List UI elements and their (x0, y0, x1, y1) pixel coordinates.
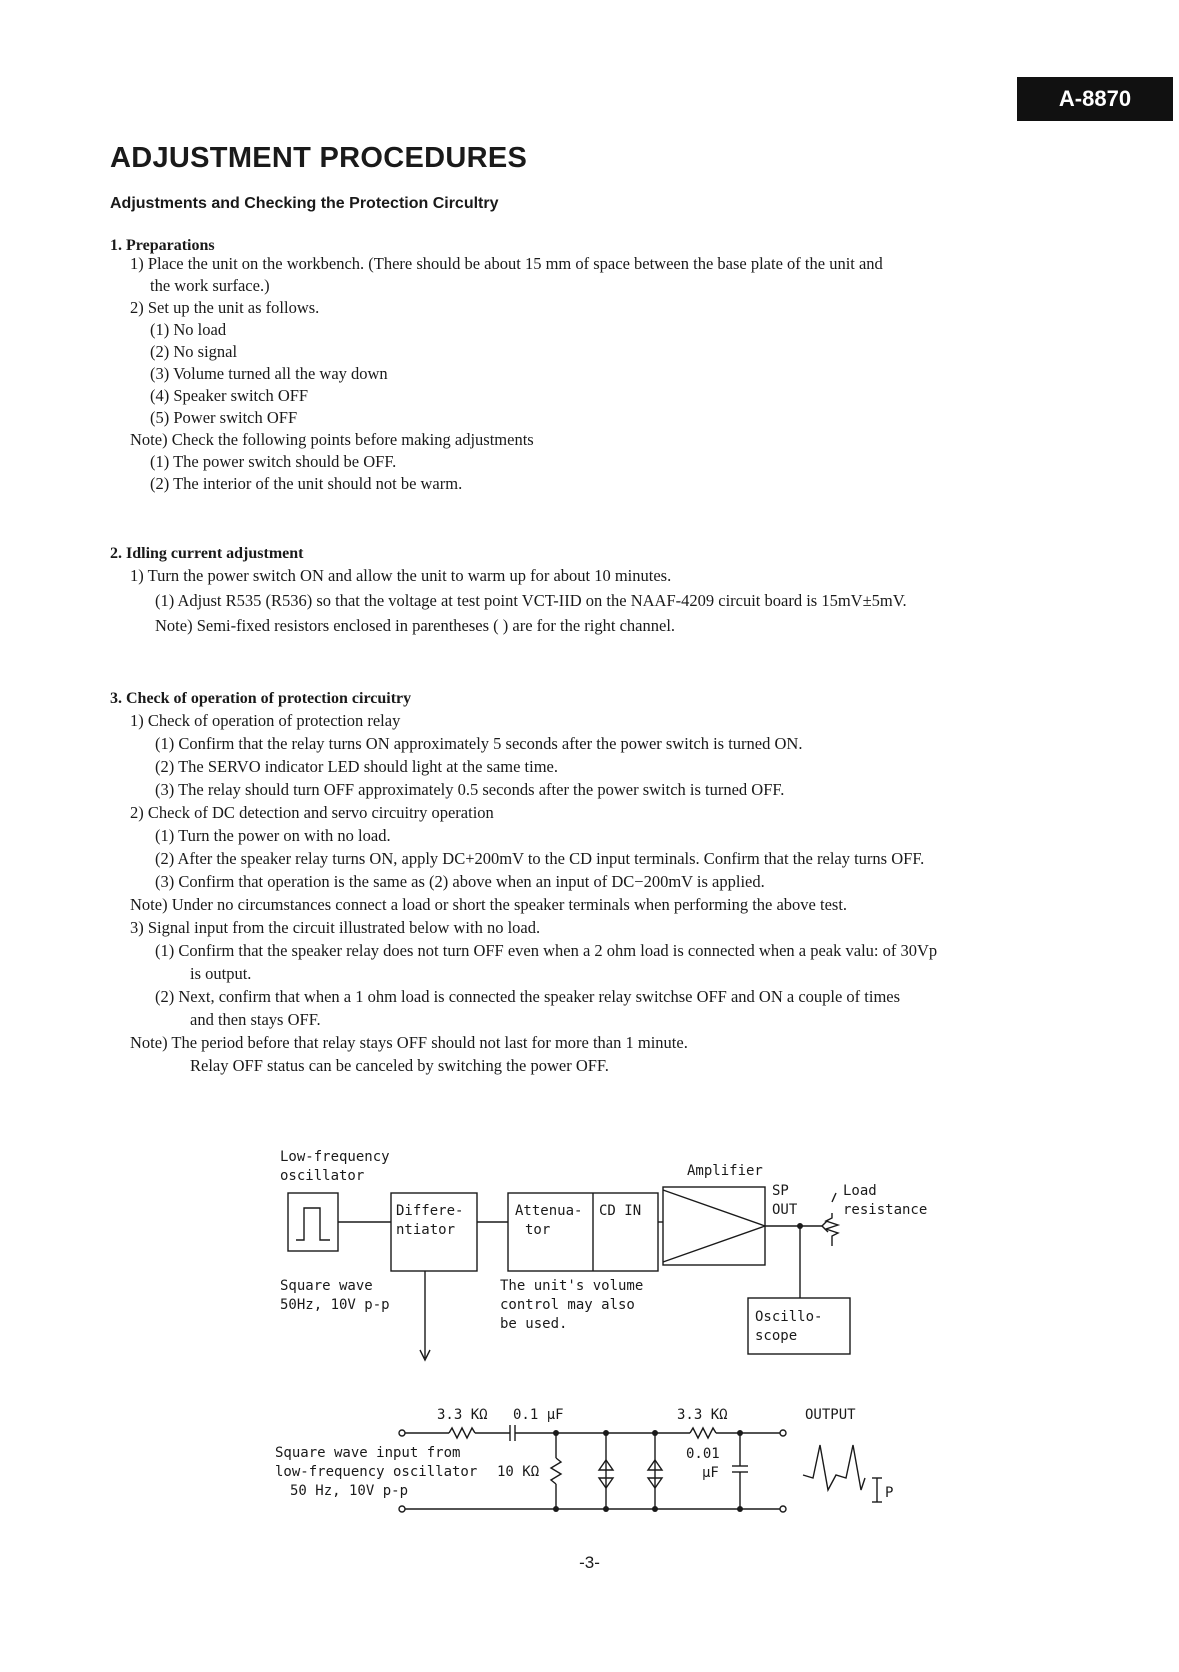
text-line: (1) Adjust R535 (R536) so that the voltage at test point VCT-IID on the NAAF-4209 circuit board is 15mV±5mV. (155, 591, 907, 610)
oscillator-label-1: Low-frequency (280, 1149, 390, 1165)
text-line: (2) After the speaker relay turns ON, apply DC+200mV to the CD input terminals. Confirm that the relay turns OFF. (155, 849, 925, 868)
text-line: (2) The interior of the unit should not be warm. (150, 474, 463, 493)
page-number: -3- (579, 1553, 600, 1572)
load-resistor-symbol (826, 1213, 838, 1246)
section-heading-idling: 2. Idling current adjustment (110, 545, 304, 562)
resistor-r1-label: 3.3 KΩ (437, 1407, 488, 1423)
section-subtitle: Adjustments and Checking the Protection Circultry (110, 195, 499, 212)
square-wave-label-2: 50Hz, 10V p-p (280, 1297, 390, 1313)
output-label: OUTPUT (805, 1407, 856, 1423)
oscilloscope-label-2: scope (755, 1328, 798, 1344)
input-label-2: low-frequency oscillator (275, 1464, 478, 1480)
resistor-r2-label: 3.3 KΩ (677, 1407, 728, 1423)
page-title: ADJUSTMENT PROCEDURES (110, 142, 528, 174)
capacitor-c2-label-2: µF (702, 1465, 719, 1481)
text-line: 1) Turn the power switch ON and allow the unit to warm up for about 10 minutes. (130, 566, 672, 585)
square-wave-symbol (296, 1208, 330, 1240)
section-heading-protection: 3. Check of operation of protection circuitry (110, 690, 412, 707)
text-line: (1) Confirm that the speaker relay does not turn OFF even when a 2 ohm load is connected when a peak valu: of 30Vp (155, 941, 938, 960)
text-line: (3) The relay should turn OFF approximately 0.5 seconds after the power switch is turned OFF. (155, 780, 785, 799)
resistor-r1-symbol (449, 1428, 475, 1438)
capacitor-c2-label-1: 0.01 (686, 1446, 720, 1462)
amplifier-label: Amplifier (687, 1163, 763, 1179)
oscillator-label-2: oscillator (280, 1168, 365, 1184)
text-line: (1) Turn the power on with no load. (155, 826, 391, 845)
oscilloscope-label-1: Oscillo- (755, 1309, 823, 1325)
attenuator-label-2: tor (525, 1222, 551, 1238)
oscilloscope-box (748, 1298, 850, 1354)
note-line: Note) Check the following points before making adjustments (130, 430, 534, 449)
text-line: 2) Check of DC detection and servo circuitry operation (130, 803, 494, 822)
text-line: 2) Set up the unit as follows. (130, 298, 320, 317)
resistor-r2-symbol (690, 1428, 716, 1438)
note-line: Relay OFF status can be canceled by switching the power OFF. (190, 1056, 609, 1075)
amplifier-triangle-symbol (663, 1190, 765, 1262)
text-line: (1) The power switch should be OFF. (150, 452, 397, 471)
input-label-3: 50 Hz, 10V p-p (290, 1483, 409, 1499)
text-line: 1) Place the unit on the workbench. (There should be about 15 mm of space between the base plate of the unit and (130, 254, 883, 273)
text-line: is output. (190, 964, 252, 983)
text-line: (4) Speaker switch OFF (150, 386, 309, 405)
text-line: (2) Next, confirm that when a 1 ohm load is connected the speaker relay switchse OFF and ON a couple of times (155, 987, 901, 1006)
resistor-10k-label: 10 KΩ (497, 1464, 540, 1480)
note-line: Note) Under no circumstances connect a load or short the speaker terminals when performing the above test. (130, 895, 848, 914)
volume-note-2: control may also (500, 1297, 635, 1313)
differentiator-label-1: Differe- (396, 1203, 464, 1219)
note-line: Note) Semi-fixed resistors enclosed in parentheses ( ) are for the right channel. (155, 616, 676, 635)
attenuator-label-1: Attenua- (515, 1203, 583, 1219)
square-wave-label-1: Square wave (280, 1278, 373, 1294)
text-line: and then stays OFF. (190, 1010, 321, 1029)
load-label-2: resistance (843, 1202, 928, 1218)
peak-p-label: P (885, 1485, 894, 1501)
text-line: (3) Confirm that operation is the same as (2) above when an input of DC−200mV is applied. (155, 872, 765, 891)
text-line: (1) No load (150, 320, 227, 339)
text-line: the work surface.) (150, 276, 270, 295)
section-heading-preparations: 1. Preparations (110, 237, 215, 254)
model-number-tag: A-8870 (1017, 77, 1173, 121)
text-line: 1) Check of operation of protection relay (130, 711, 401, 730)
load-label-1: Load (843, 1183, 877, 1199)
differentiator-label-2: ntiator (396, 1222, 456, 1238)
text-line: 3) Signal input from the circuit illustrated below with no load. (130, 918, 541, 937)
text-line: (2) No signal (150, 342, 238, 361)
text-line: (1) Confirm that the relay turns ON approximately 5 seconds after the power switch is turned ON. (155, 734, 803, 753)
cd-in-label: CD IN (599, 1203, 642, 1219)
amplifier-box (663, 1187, 765, 1265)
text-line: (3) Volume turned all the way down (150, 364, 388, 383)
note-line: Note) The period before that relay stays OFF should not last for more than 1 minute. (130, 1033, 688, 1052)
sp-label: SP (772, 1183, 789, 1199)
output-waveform-symbol (803, 1445, 865, 1490)
input-label-1: Square wave input from (275, 1445, 461, 1461)
text-line: (5) Power switch OFF (150, 408, 298, 427)
volume-note-1: The unit's volume (500, 1278, 644, 1294)
volume-note-3: be used. (500, 1316, 568, 1332)
text-line: (2) The SERVO indicator LED should light at the same time. (155, 757, 559, 776)
oscillator-box (288, 1193, 338, 1251)
capacitor-c1-label: 0.1 µF (513, 1407, 564, 1423)
resistor-10k-symbol (551, 1458, 561, 1484)
out-label: OUT (772, 1202, 798, 1218)
